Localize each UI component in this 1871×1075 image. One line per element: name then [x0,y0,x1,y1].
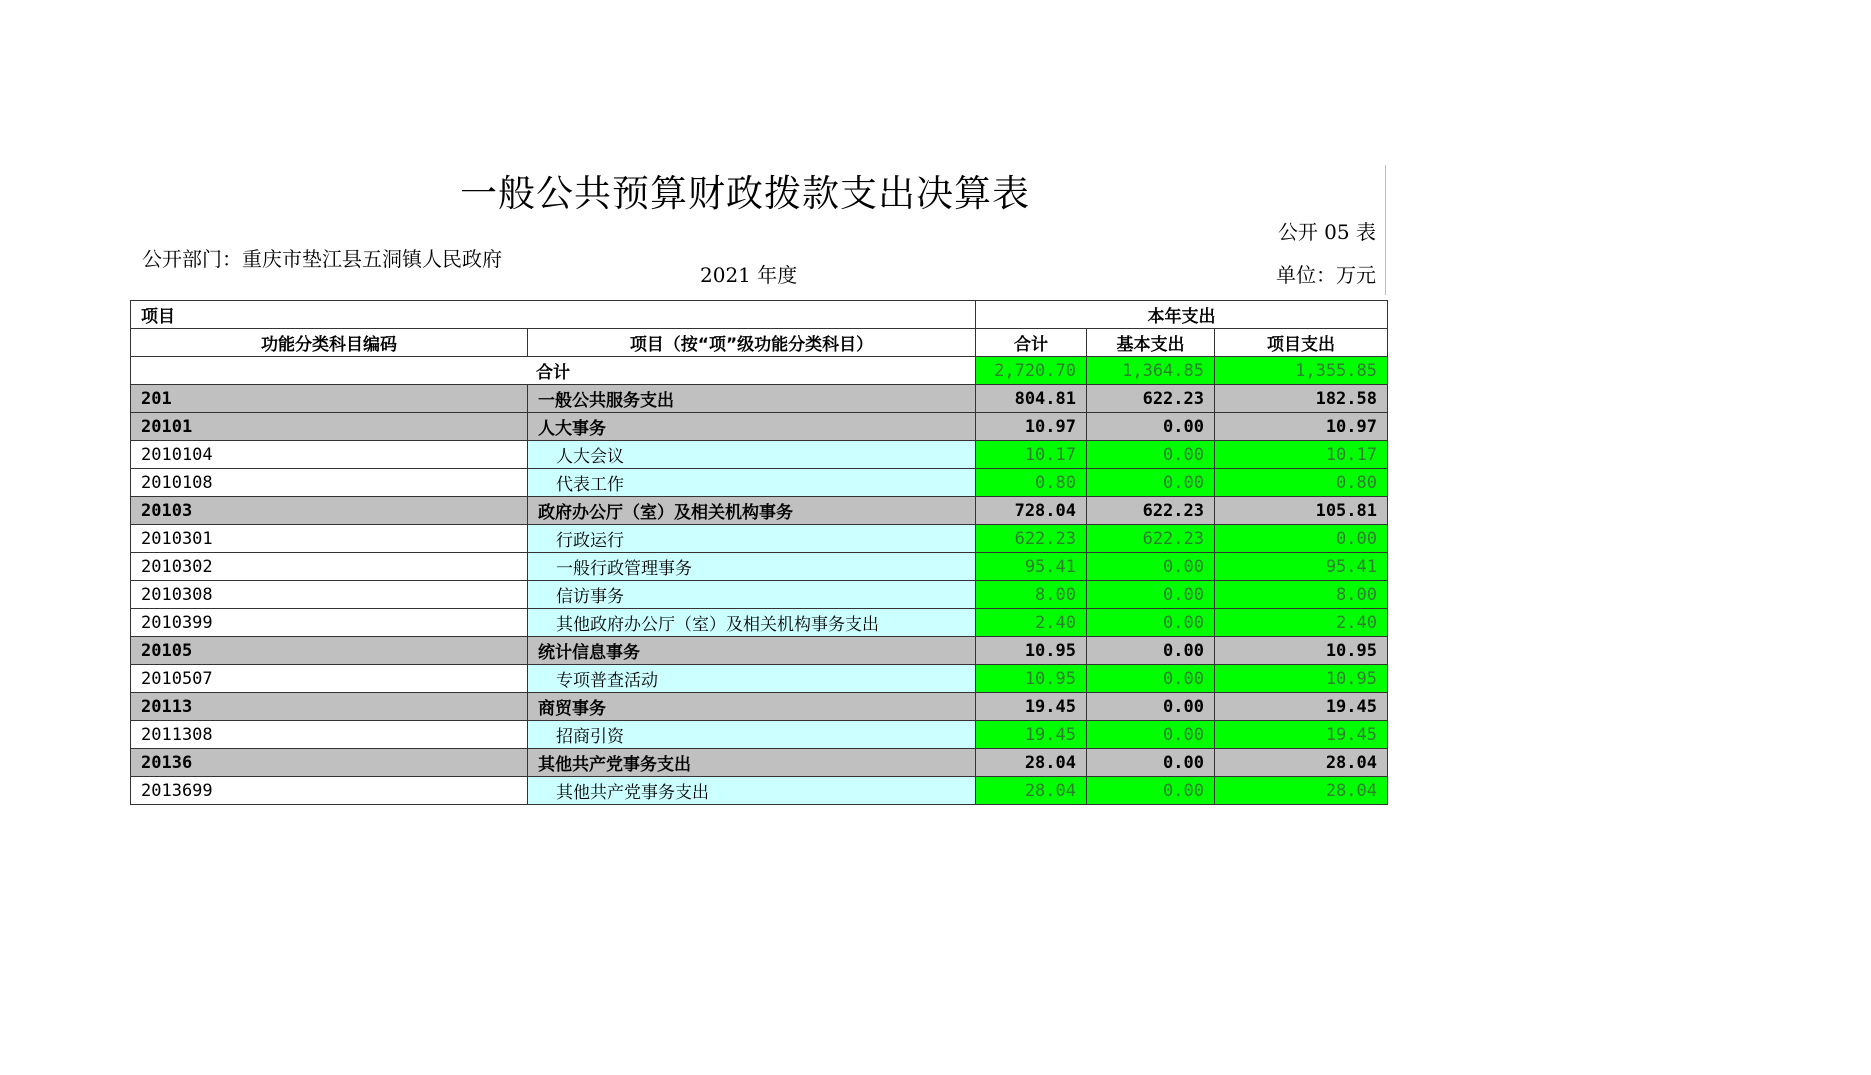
row-basic: 0.00 [1087,469,1215,497]
row-name: 其他共产党事务支出 [528,749,976,777]
row-project: 105.81 [1215,497,1388,525]
summary-total: 2,720.70 [976,357,1087,385]
row-name: 人大会议 [528,441,976,469]
row-basic: 0.00 [1087,721,1215,749]
row-basic: 0.00 [1087,581,1215,609]
table-row [131,665,1388,693]
row-project: 10.17 [1215,441,1388,469]
row-code: 2013699 [131,777,528,805]
row-name: 一般公共服务支出 [528,385,976,413]
row-project: 28.04 [1215,749,1388,777]
table-row [131,777,1388,805]
row-project: 0.00 [1215,525,1388,553]
row-code: 201 [131,385,528,413]
header-code: 功能分类科目编码 [131,329,528,357]
header-total: 合计 [976,329,1087,357]
row-code: 2010108 [131,469,528,497]
summary-basic: 1,364.85 [1087,357,1215,385]
table-row [131,525,1388,553]
row-project: 8.00 [1215,581,1388,609]
row-total: 28.04 [976,749,1087,777]
row-code: 2010302 [131,553,528,581]
table-row [131,609,1388,637]
table-row [131,721,1388,749]
summary-label: 合计 [131,357,976,385]
row-name: 统计信息事务 [528,637,976,665]
row-total: 804.81 [976,385,1087,413]
header-basic: 基本支出 [1087,329,1215,357]
header-row-main [131,329,1388,357]
row-name: 招商引资 [528,721,976,749]
row-total: 10.95 [976,665,1087,693]
row-total: 28.04 [976,777,1087,805]
row-code: 2010104 [131,441,528,469]
row-basic: 622.23 [1087,497,1215,525]
row-basic: 0.00 [1087,413,1215,441]
table-row [131,637,1388,665]
table-row [131,581,1388,609]
row-total: 8.00 [976,581,1087,609]
row-project: 182.58 [1215,385,1388,413]
row-project: 95.41 [1215,553,1388,581]
table-row [131,413,1388,441]
row-name: 一般行政管理事务 [528,553,976,581]
row-project: 10.97 [1215,413,1388,441]
row-code: 20105 [131,637,528,665]
table-row [131,693,1388,721]
row-basic: 0.00 [1087,749,1215,777]
row-project: 0.80 [1215,469,1388,497]
row-project: 10.95 [1215,665,1388,693]
row-total: 10.17 [976,441,1087,469]
table-row [131,749,1388,777]
row-total: 19.45 [976,693,1087,721]
row-basic: 0.00 [1087,777,1215,805]
budget-table [130,300,1388,805]
row-name: 专项普查活动 [528,665,976,693]
fiscal-year: 2021 年度 [700,263,798,287]
row-code: 2010507 [131,665,528,693]
row-name: 信访事务 [528,581,976,609]
right-border-rule [1385,165,1386,295]
row-total: 2.40 [976,609,1087,637]
row-total: 10.95 [976,637,1087,665]
unit-label: 单位：万元 [1276,263,1376,287]
row-project: 19.45 [1215,721,1388,749]
row-name: 代表工作 [528,469,976,497]
row-project: 10.95 [1215,637,1388,665]
table-row [131,441,1388,469]
row-basic: 622.23 [1087,385,1215,413]
header-current-year: 本年支出 [976,301,1388,329]
row-total: 728.04 [976,497,1087,525]
row-total: 0.80 [976,469,1087,497]
row-total: 10.97 [976,413,1087,441]
row-code: 2010308 [131,581,528,609]
row-name: 人大事务 [528,413,976,441]
page-title: 一般公共预算财政拨款支出决算表 [460,172,1030,215]
department-label: 公开部门：重庆市垫江县五洞镇人民政府 [142,247,502,271]
row-code: 20103 [131,497,528,525]
row-name: 政府办公厅（室）及相关机构事务 [528,497,976,525]
row-basic: 0.00 [1087,693,1215,721]
table-row [131,469,1388,497]
form-number: 公开 05 表 [1277,220,1376,244]
row-total: 19.45 [976,721,1087,749]
header-item: 项目 [131,301,976,329]
row-basic: 0.00 [1087,637,1215,665]
summary-row [131,357,1388,385]
row-code: 20113 [131,693,528,721]
row-total: 95.41 [976,553,1087,581]
header-row-top [131,301,1388,329]
header-project: 项目支出 [1215,329,1388,357]
row-total: 622.23 [976,525,1087,553]
row-code: 20136 [131,749,528,777]
row-basic: 0.00 [1087,665,1215,693]
row-basic: 0.00 [1087,609,1215,637]
row-project: 2.40 [1215,609,1388,637]
summary-project: 1,355.85 [1215,357,1388,385]
row-code: 2010301 [131,525,528,553]
row-project: 19.45 [1215,693,1388,721]
row-code: 20101 [131,413,528,441]
row-basic: 622.23 [1087,525,1215,553]
table-row [131,553,1388,581]
table-row [131,385,1388,413]
row-name: 商贸事务 [528,693,976,721]
row-name: 行政运行 [528,525,976,553]
row-project: 28.04 [1215,777,1388,805]
row-code: 2010399 [131,609,528,637]
header-name: 项目（按“项”级功能分类科目） [528,329,976,357]
row-name: 其他共产党事务支出 [528,777,976,805]
table-row [131,497,1388,525]
row-basic: 0.00 [1087,441,1215,469]
row-basic: 0.00 [1087,553,1215,581]
row-code: 2011308 [131,721,528,749]
row-name: 其他政府办公厅（室）及相关机构事务支出 [528,609,976,637]
